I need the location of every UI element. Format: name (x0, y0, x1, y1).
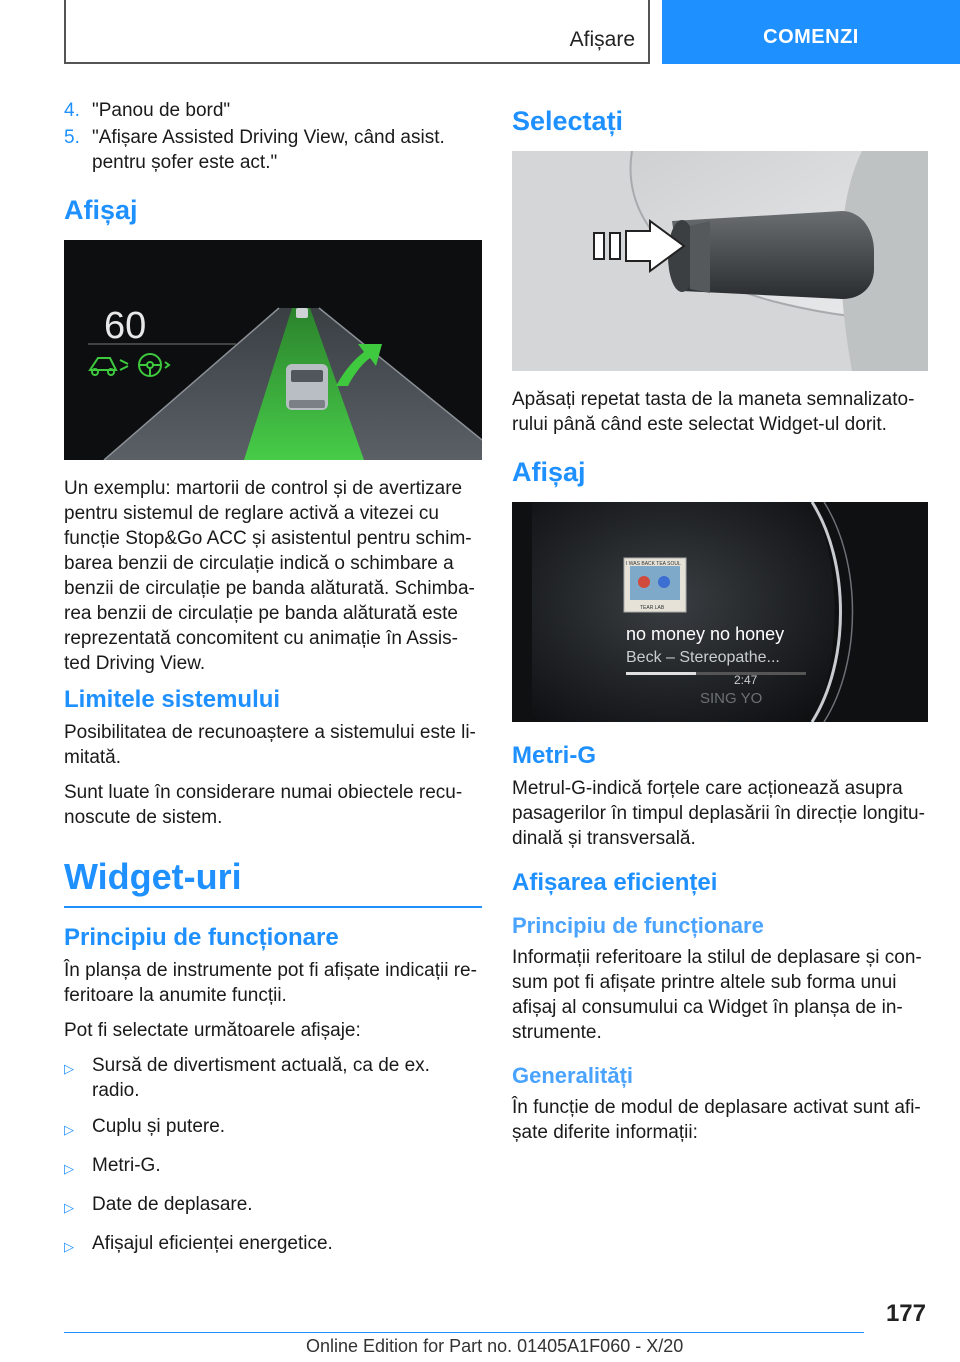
paragraph-posibilitatea: Posibilitatea de recunoaștere a sistemului este li-mitată. (64, 722, 476, 768)
right-column (512, 98, 928, 1155)
triangle-bullet-icon: ▷ (64, 1200, 74, 1215)
bullet-text: Cuplu și putere. (92, 1116, 226, 1137)
heading-selectati: Selectați (512, 106, 624, 136)
list-item (64, 125, 482, 175)
song-artist: Beck – Stereopathe... (626, 649, 780, 666)
paragraph-in-plansa: În planșa de instrumente pot fi afișate indicații re-feritoare la anumite funcții. (64, 960, 477, 1006)
numbered-list (64, 98, 482, 175)
left-column (64, 98, 482, 1270)
heading-generalitati: Generalități (512, 1063, 634, 1088)
heading-afisaj-right: Afișaj (512, 457, 586, 487)
svg-text:I WAS BACK TEA SOUL: I WAS BACK TEA SOUL (626, 561, 681, 567)
bullet-text: Metri-G. (92, 1155, 161, 1176)
bullet-text: Date de deplasare. (92, 1194, 253, 1215)
heading-widget-uri: Widget-uri (64, 856, 482, 908)
paragraph-informatii: Informații referitoare la stilul de deplasare și con-sum pot fi afișate printre altele sub forma unui afișaj al consumului ca Widget în planșa de in-strumente. (512, 947, 922, 1043)
list-item (64, 1053, 482, 1103)
list-text: "Afișare Assisted Driving View, când asist. pentru șofer este act." (92, 127, 445, 173)
scrolling-text: SING YO (700, 690, 763, 707)
page-number: 177 (885, 1300, 926, 1327)
header-frame (64, 0, 650, 64)
list-item (64, 1192, 482, 1220)
heading-principiu-de-functionare-right: Principiu de funcționare (512, 913, 764, 938)
triangle-bullet-icon: ▷ (64, 1122, 74, 1137)
svg-text:TEAR LAB: TEAR LAB (640, 605, 665, 611)
paragraph-pot-fi-selectate: Pot fi selectate următoarele afișaje: (64, 1020, 361, 1041)
paragraph-metrul-g: Metrul-G-indică forțele care acționează asupra pasagerilor în timpul deplasării în direcție longitu-dinală și transversală. (512, 778, 925, 849)
widget-options-list (64, 1053, 482, 1259)
footer-divider (64, 1332, 864, 1333)
assisted-driving-figure (64, 240, 482, 460)
turn-signal-lever-figure (512, 151, 928, 371)
paragraph-sunt-luate: Sunt luate în considerare numai obiectele recu-noscute de sistem. (64, 782, 463, 828)
bullet-text: Sursă de divertisment actuală, ca de ex. radio. (92, 1055, 430, 1101)
list-text: "Panou de bord" (92, 100, 231, 121)
paragraph-in-functie: În funcție de modul de deplasare activat sunt afi-șate diferite informații: (512, 1097, 921, 1143)
ego-car-icon (286, 364, 328, 410)
heading-metri-g: Metri-G (512, 742, 596, 769)
paragraph-apasati: Apăsați repetat tasta de la maneta semnalizato-rului până când este selectat Widget-ul dorit. (512, 389, 915, 435)
triangle-bullet-icon: ▷ (64, 1161, 74, 1176)
list-item (64, 1114, 482, 1142)
song-title: no money no honey (626, 624, 785, 644)
list-number: 5. (64, 127, 80, 148)
header-section-title: Afișare (569, 28, 635, 51)
triangle-bullet-icon: ▷ (64, 1061, 74, 1076)
list-item (64, 98, 482, 123)
lead-car-icon (296, 308, 308, 318)
list-item (64, 1153, 482, 1181)
heading-limitele-sistemului: Limitele sistemului (64, 686, 281, 713)
bullet-text: Afișajul eficienței energetice. (92, 1233, 333, 1254)
header-chapter-tab[interactable]: COMENZI (662, 0, 960, 64)
paragraph-exemplu: Un exemplu: martorii de control și de avertizare pentru sistemul de reglare activă a vitezei cu funcție Stop&Go ACC și asistentul pentru schim-barea benzii de circulație indică o schimbare a benzii de circulație pe banda alăturată. Schimba-rea benzii de circulație pe banda alăturată este reprezentată concomitent cu animație în Assis-ted Driving View. (64, 478, 475, 674)
list-number: 4. (64, 100, 80, 121)
elapsed-time: 2:47 (734, 673, 758, 687)
heading-afisarea-eficientei: Afișarea eficienței (512, 869, 718, 896)
page-footer (0, 1300, 960, 1362)
heading-principiu-de-functionare: Principiu de funcționare (64, 924, 339, 951)
speed-readout: 60 (104, 305, 147, 347)
page-header (0, 0, 960, 66)
entertainment-widget-figure (512, 502, 928, 722)
list-item (64, 1231, 482, 1259)
triangle-bullet-icon: ▷ (64, 1239, 74, 1254)
heading-afisaj: Afișaj (64, 195, 138, 225)
footer-edition-text: Online Edition for Part no. 01405A1F060 - X/20 (306, 1336, 684, 1356)
album-cover (624, 558, 686, 612)
progress-fill (626, 672, 696, 675)
